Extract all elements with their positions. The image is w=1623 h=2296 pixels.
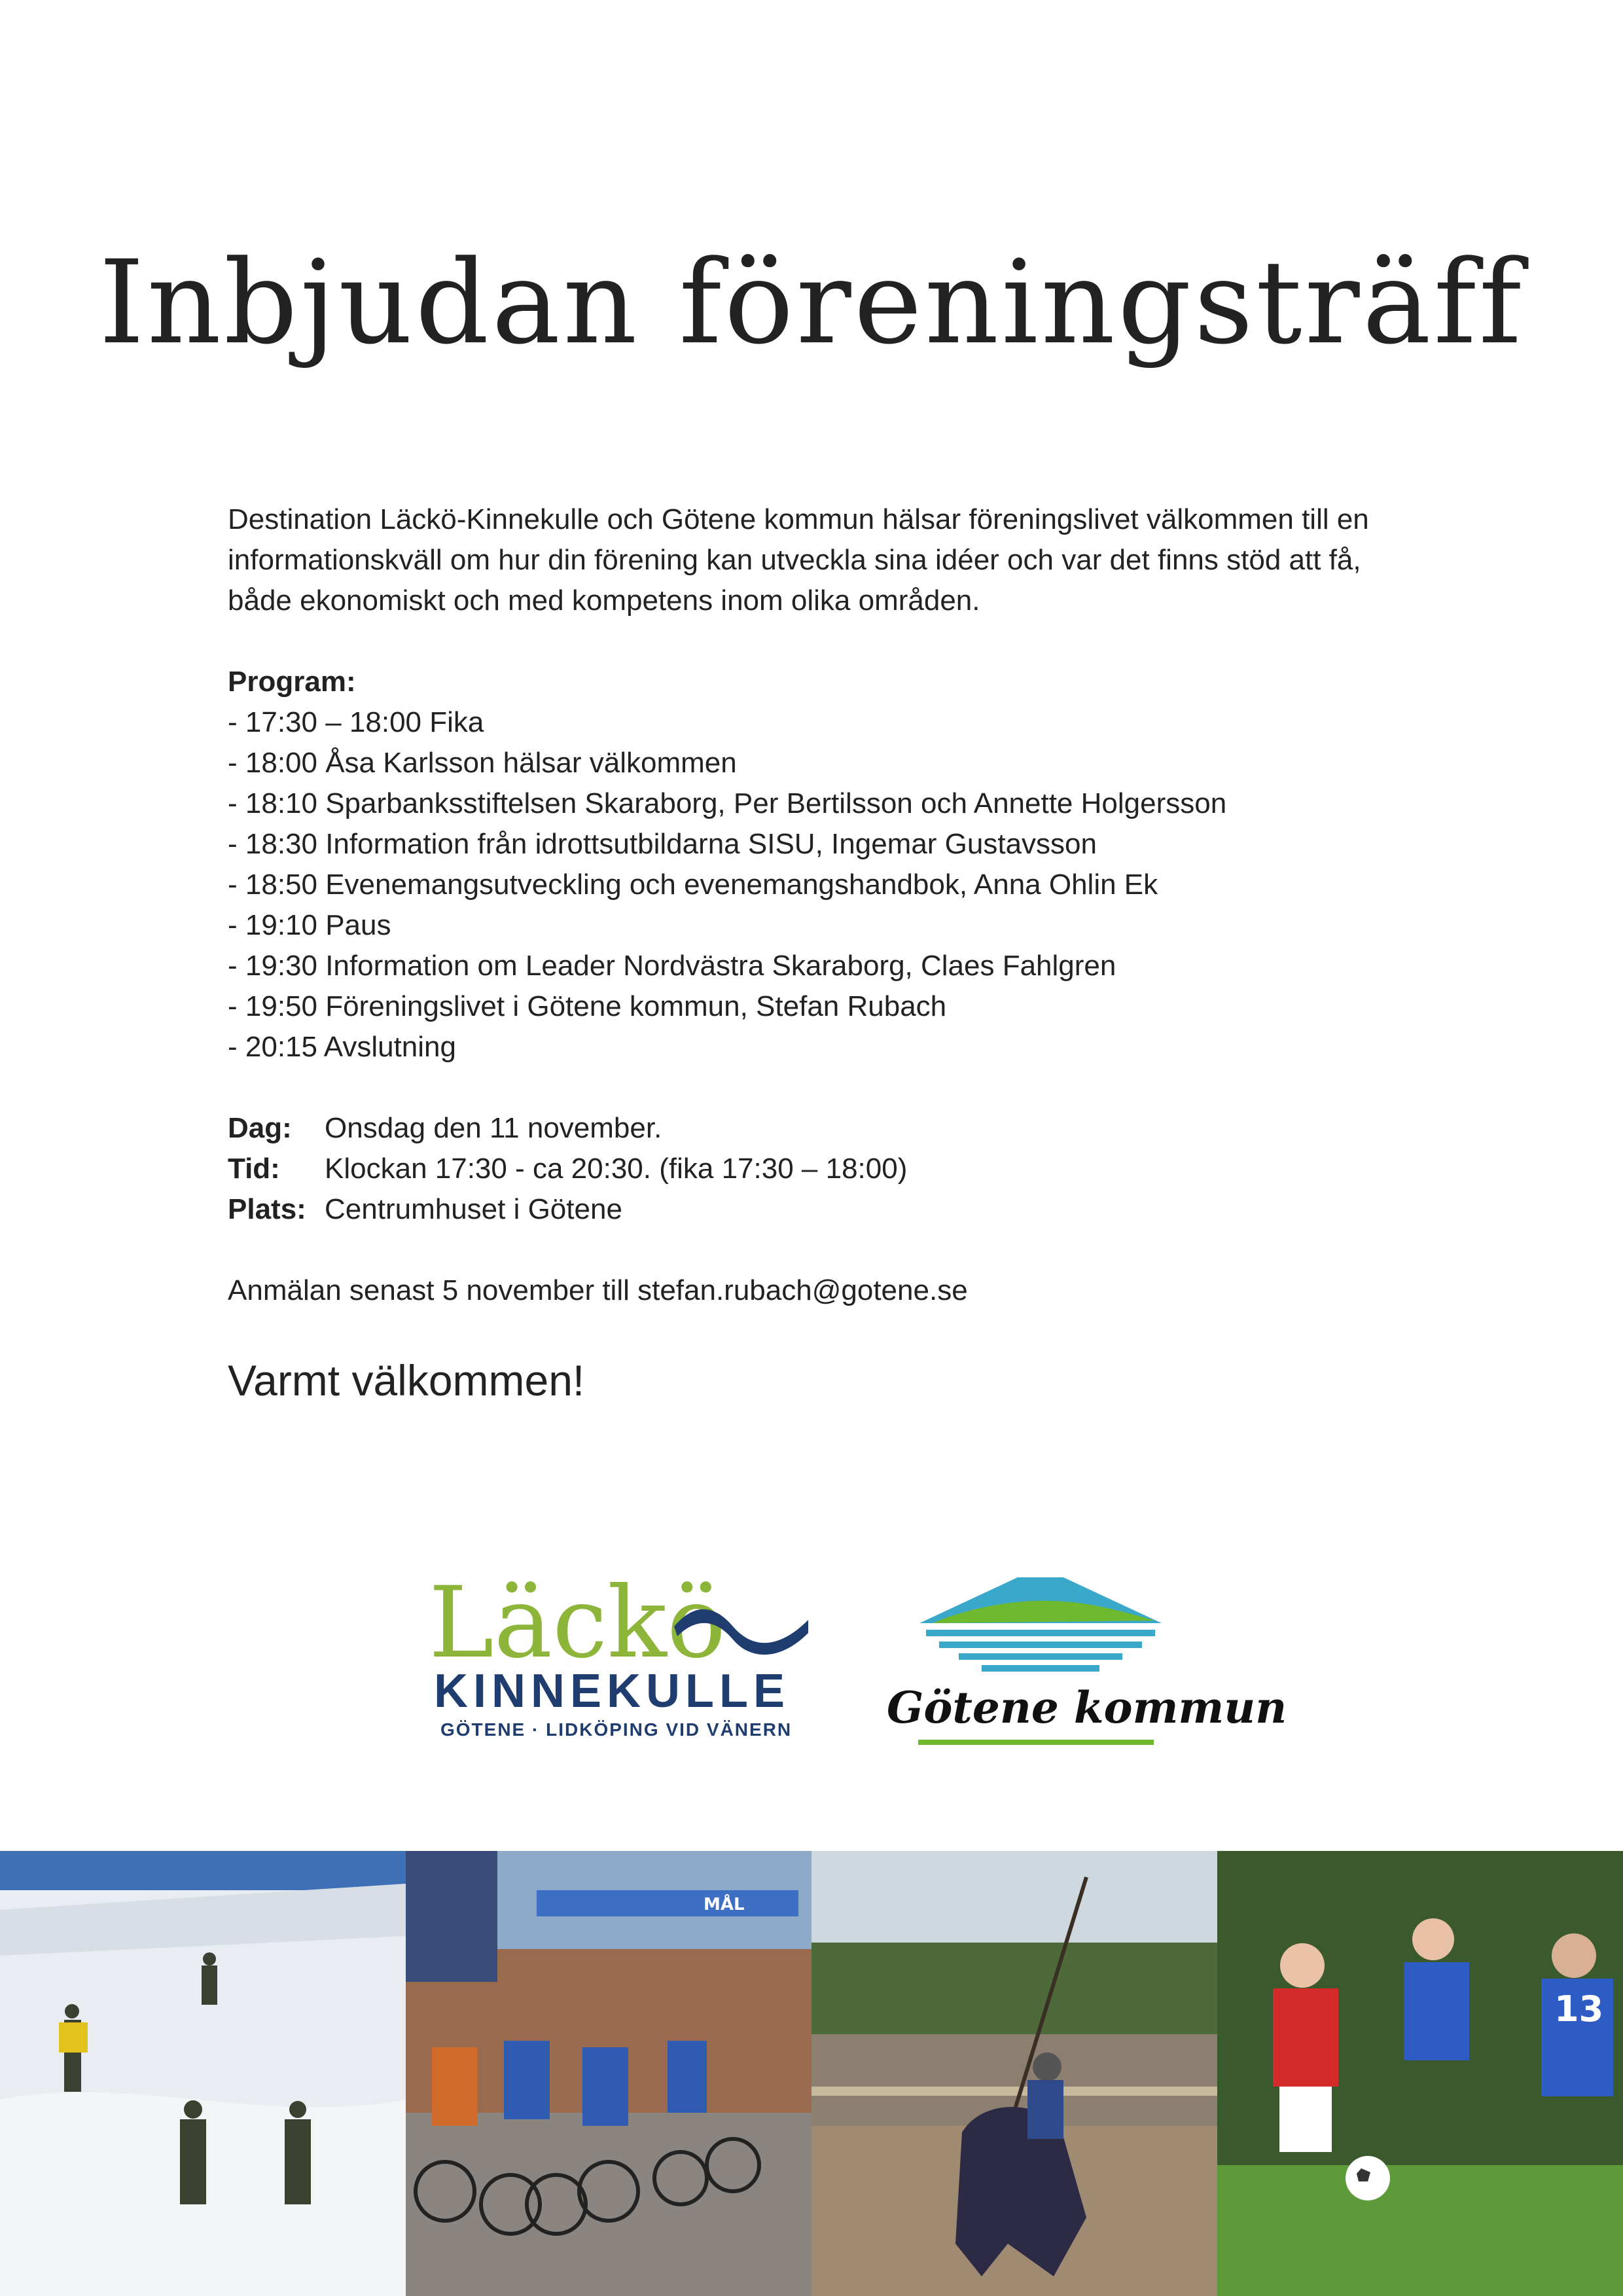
gotene-kommun-logo [887, 1577, 1287, 1748]
program-section [228, 662, 1419, 1067]
program-item: - 18:00 Åsa Karlsson hälsar välkommen [228, 747, 737, 779]
day-label: Dag: [228, 1112, 292, 1144]
program-item: - 18:10 Sparbanksstiftelsen Skaraborg, Per Bertilsson och Annette Holgersson [228, 787, 1227, 819]
football-photo [1217, 1851, 1623, 2296]
lacko-kinnekulle-logo [429, 1566, 808, 1744]
program-item: - 19:30 Information om Leader Nordvästra Skaraborg, Claes Fahlgren [228, 950, 1116, 982]
jousting-photo [812, 1851, 1217, 2296]
skiing-photo [0, 1851, 406, 2296]
cycling-photo [406, 1851, 812, 2296]
place-row [228, 1189, 1419, 1230]
intro-paragraph: Destination Läckö-Kinnekulle och Götene kommun hälsar föreningslivet välkommen till en informationskväll om hur din förening kan utveckla sina idéer och var det finns stöd att få, både ekonomiskt och med kompetens inom olika områden. [228, 503, 1369, 617]
place-value: Centrumhuset i Götene [325, 1193, 622, 1225]
wave-icon [674, 1600, 808, 1659]
photo-strip [0, 1851, 1623, 2296]
lacko-wordmark: Läckö [429, 1566, 726, 1680]
page-title: Inbjudan föreningsträff [99, 236, 1524, 370]
program-list [228, 702, 1419, 1067]
day-value: Onsdag den 11 november. [325, 1112, 662, 1144]
jersey-number: 13 [1554, 1988, 1604, 2030]
program-item: - 18:30 Information från idrottsutbildarna SISU, Ingemar Gustavsson [228, 828, 1097, 860]
program-item: - 19:50 Föreningslivet i Götene kommun, Stefan Rubach [228, 990, 947, 1022]
gotene-wordmark: Götene kommun [887, 1682, 1287, 1733]
program-item: - 19:10 Paus [228, 909, 391, 941]
time-value: Klockan 17:30 - ca 20:30. (fika 17:30 – 18:00) [325, 1153, 908, 1185]
time-label: Tid: [228, 1153, 280, 1185]
program-item: - 17:30 – 18:00 Fika [228, 706, 484, 738]
lacko-subtitle: GÖTENE · LIDKÖPING VID VÄNERN [440, 1719, 793, 1740]
finish-banner-text: MÅL [704, 1895, 745, 1914]
place-label: Plats: [228, 1193, 306, 1225]
program-item: - 18:50 Evenemangsutveckling och evenemangshandbok, Anna Ohlin Ek [228, 869, 1158, 901]
time-row [228, 1149, 1419, 1189]
welcome-text: Varmt välkommen! [228, 1356, 585, 1405]
kinnekulle-wordmark: KINNEKULLE [434, 1665, 790, 1717]
program-item: - 20:15 Avslutning [228, 1031, 456, 1063]
invitation-body [228, 499, 1419, 1407]
program-heading: Program: [228, 666, 356, 698]
day-row [228, 1108, 1419, 1149]
event-details [228, 1108, 1419, 1230]
gotene-emblem-icon [919, 1577, 1162, 1676]
gotene-underline [918, 1740, 1154, 1745]
signup-text: Anmälan senast 5 november till stefan.rubach@gotene.se [228, 1274, 968, 1306]
